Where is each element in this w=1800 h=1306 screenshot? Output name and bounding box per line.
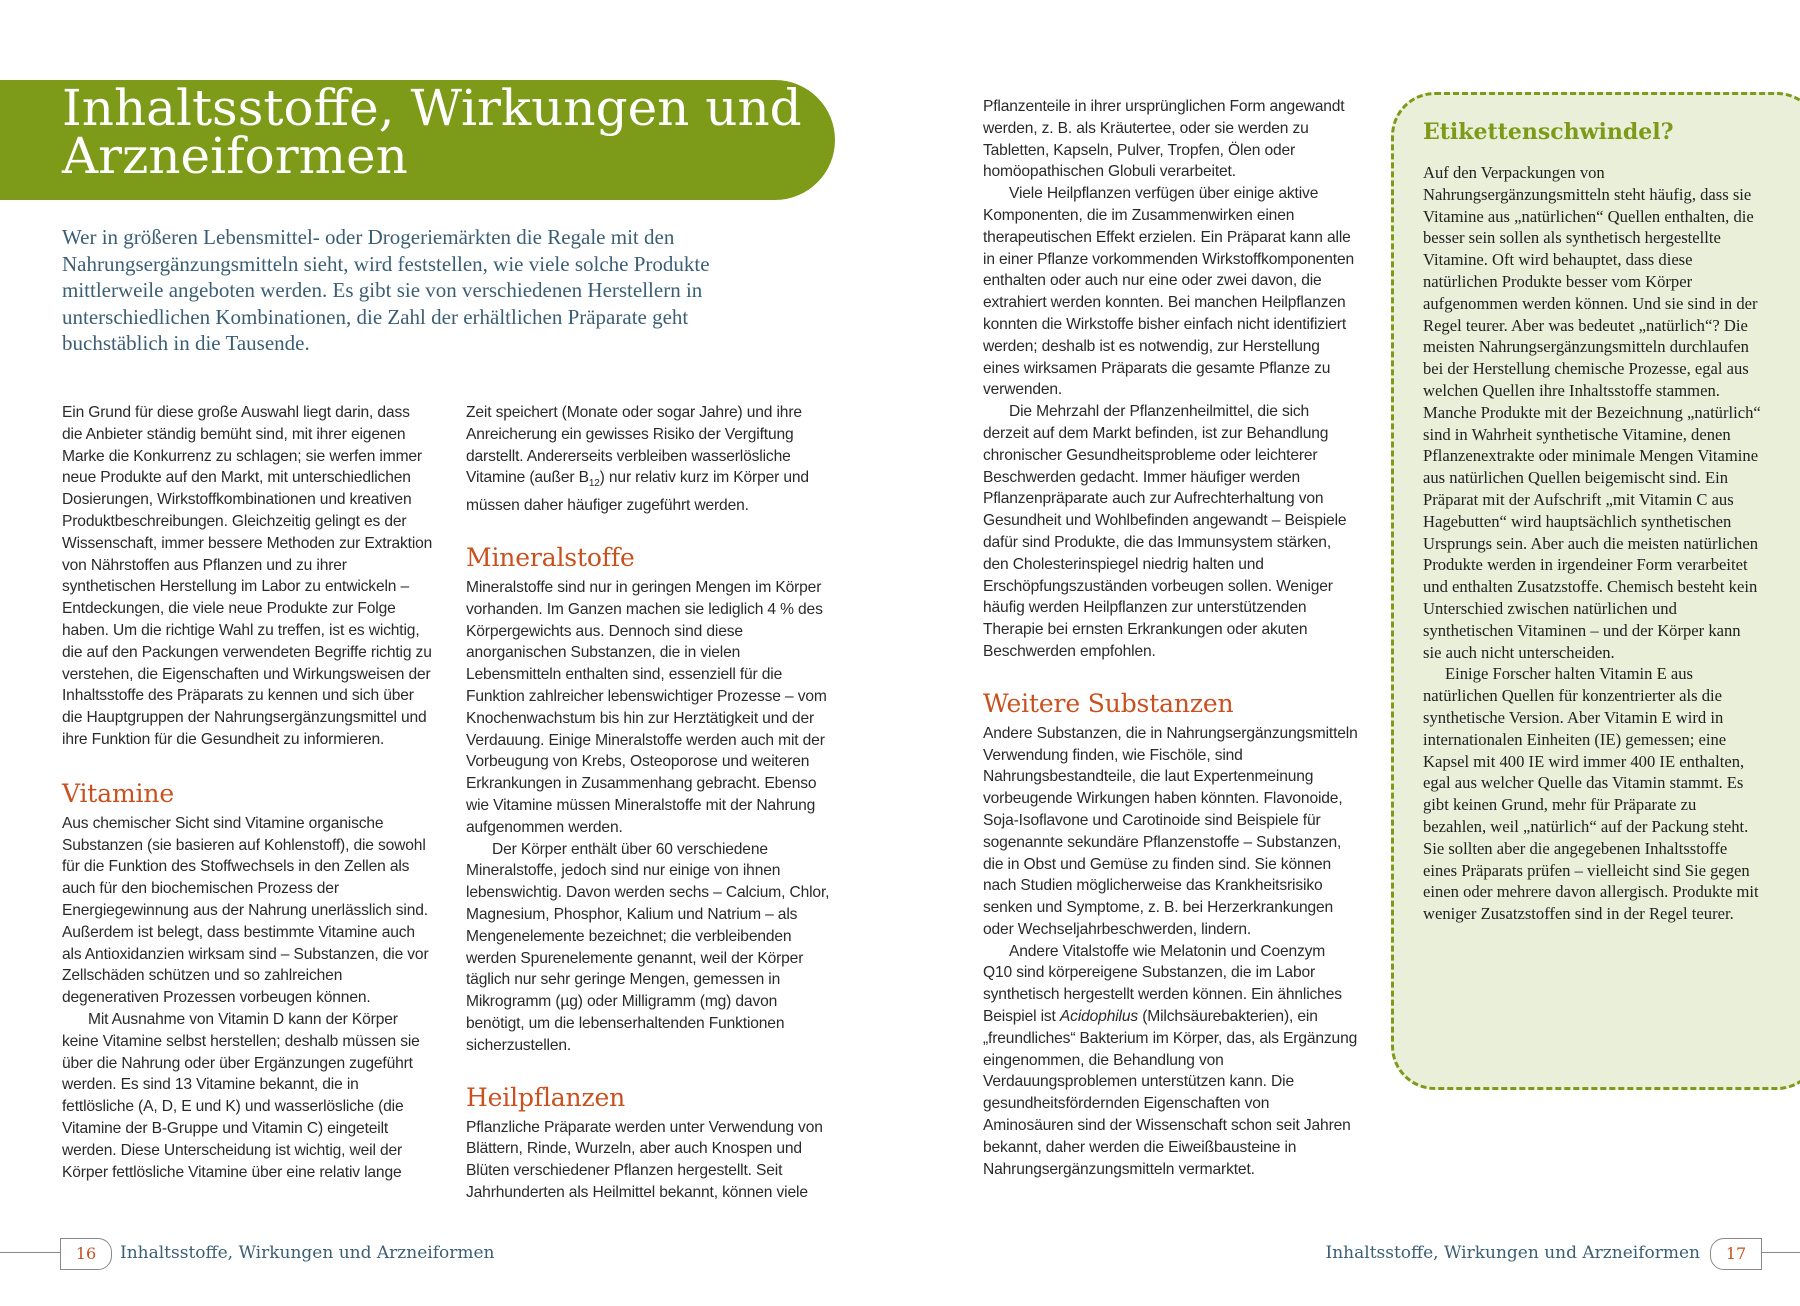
paragraph: Der Körper enthält über 60 verschiedene Mineralstoffe, jedoch sind nur einige von ihnen lebenswichtig. Davon werden sechs – Calcium, Chlor, Magnesium, Phosphor, Kalium und Natrium – als Mengenelemente bezeichnet; die verbleibenden werden Spurenelemente genannt, weil der Körper täglich nur sehr geringe Mengen, gemessen in Mikrogramm (µg) oder Milligramm (mg) davon benötigt, um die lebenserhaltenden Funktionen sicherzustellen. [466,840,830,1054]
section-heading-vitamine: Vitamine [62,778,174,808]
chapter-title: Inhaltsstoffe, Wirkungen und Arzneiformen [62,79,802,185]
info-box-text [1423,162,1763,925]
paragraph: Ein Grund für diese große Auswahl liegt darin, dass die Anbieter ständig bemüht sind, mit ihrer eigenen Marke die Konkurrenz zu schlagen; sie werfen immer neue Produkte auf den Markt, mit unterschiedlichen Dosierungen, Wirkstoffkombinationen und kreativen Produktbeschreibungen. Gleichzeitig gelingt es der Wissenschaft, immer bessere Methoden zur Extraktion von Nährstoffen aus Pflanzen und zu ihrer synthetischen Herstellung im Labor zu entwickeln – Entdeckungen, die viele neue Produkte zur Folge haben. Um die richtige Wahl zu treffen, ist es wichtig, die auf den Packungen verwendeten Begriffe richtig zu verstehen, die Eigenschaften und Wirkungsweisen der Inhaltsstoffe des Präparats zu kennen und sich über die Hauptgruppen der Nahrungsergänzungsmittel und ihre Funktion für die Gesundheit zu informieren. [62,404,433,748]
page-number-left: 16 [60,1238,112,1270]
text-column-2 [466,402,838,1204]
section-heading-heilpflanzen: Heilpflanzen [466,1082,626,1112]
paragraph: Die Mehrzahl der Pflanzenheilmittel, die sich derzeit auf dem Markt befinden, ist zur Behandlung chronischer Gesundheitsprobleme oder leichterer Beschwerden gedacht. Immer häufiger werden Pflanzenpräparate auch zur Aufrechterhaltung von Gesundheit und Wohlbefinden angewandt – Beispiele dafür sind Produkte, die das Immunsystem stärken, den Cholesterinspiegel niedrig halten und Erschöpfungszuständen vorbeugen sollen. Weniger häufig werden Heilpflanzen zur unterstützenden Therapie bei ernsten Erkrankungen oder akuten Beschwerden empfohlen. [983,403,1347,660]
paragraph: Einige Forscher halten Vitamin E aus natürlichen Quellen für konzentrierter als die synthetische Version. Aber Vitamin E wird in internationalen Einheiten (IE) gemessen; eine Kapsel mit 400 IE wird immer 400 IE enthalten, egal aus welcher Quelle das Vitamin stammt. Es gibt keinen Grund, mehr für Präparate zu bezahlen, weil „natürlich“ auf der Packung steht. Sie sollten aber die angegebenen Inhaltsstoffe eines Präparats prüfen – vielleicht sind Sie gegen einen oder mehrere davon allergisch. Produkte mit weniger Zusatzstoffen sind in der Regel teurer. [1423,664,1759,924]
section-heading-mineralstoffe: Mineralstoffe [466,543,635,573]
text-column-1 [62,402,434,1183]
text-run: (Milchsäurebakterien), ein „freundliches“ Bakterium im Körper, das, als Ergänzung eingenommen, die Behandlung von Verdauungsproblemen unterstützen kann. Die gesundheitsfördernden Eigenschaften von Aminosäuren sind der Wissenschaft schon seit Jahren bekannt, daher werden die Eiweißbausteine in Nahrungsergänzungsmitteln vermarktet. [983,1008,1358,1178]
paragraph: Viele Heilpflanzen verfügen über einige aktive Komponenten, die im Zusammenwirken einen therapeutischen Effekt erzielen. Ein Präparat kann alle in einer Pflanze vorkommenden Wirkstoffkomponenten enthalten oder auch nur eine oder zwei davon, die extrahiert werden konnten. Bei manchen Heilpflanzen konnten die Wirkstoffe bisher einfach nicht identifiziert werden; deshalb ist es notwendig, zur Herstellung eines wirksamen Präparats die gesamte Pflanze zu verwenden. [983,185,1354,399]
text-run: Zeit speichert (Monate oder sogar Jahre) und ihre Anreicherung ein gewisses Risiko der Vergiftung darstellt. Andererseits verbleiben wasserlösliche Vitamine (außer B [466,404,802,487]
paragraph: Andere Substanzen, die in Nahrungsergänzungsmitteln Verwendung finden, wie Fischöle, sind Nahrungsbestandteile, die laut Expertenmeinung vorbeugende Wirkungen haben könnten. Flavonoide, Soja-Isoflavone und Carotinoide sind Beispiele für sogenannte sekundäre Pflanzenstoffe – Substanzen, die in Obst und Gemüse zu finden sind. Sie können nach Studien möglicherweise das Krankheitsrisiko senken und Symptome, z. B. bei Herzerkrankungen oder Wechseljahrbeschwerden, lindern. [983,724,1358,938]
paragraph: Auf den Verpackungen von Nahrungsergänzungsmitteln steht häufig, dass sie Vitamine aus „natürlichen“ Quellen enthalten, die besser sein sollen als synthetisch hergestellte Vitamine. Oft wird behauptet, dass diese natürlichen Produkte besser vom Körper aufgenommen werden können. Und sie sind in der Regel teurer. Aber was bedeutet „natürlich“? Die meisten Nahrungsergänzungsmitteln durchlaufen bei der Herstellung chemische Prozesse, egal aus welchen Quellen ihre Inhaltsstoffe stammen. Manche Produkte mit der Bezeichnung „natürlich“ sind in Wahrheit synthetische Vitamine, denen Pflanzenextrakte oder minimale Mengen Vitamine aus natürlichen Quellen beigemischt sind. Ein Präparat mit der Aufschrift „mit Vitamin C aus Hagebutten“ wird hauptsächlich synthetischen Ursprungs sein. Aber auch die meisten natürlichen Produkte werden in irgendeiner Form verarbeitet und enthalten Zusatzstoffe. Chemisch besteht kein Unterschied zwischen natürlichen und synthetischen Vitaminen – und der Körper kann sie auch nicht unterscheiden. [1423,163,1761,662]
text-column-3 [983,96,1358,1180]
paragraph: Mineralstoffe sind nur in geringen Mengen im Körper vorhanden. Im Ganzen machen sie lediglich 4 % des Körpergewichts aus. Dennoch sind diese anorganischen Substanzen, die in vielen Lebensmitteln enthalten sind, essenziell für die Funktion zahlreicher lebenswichtiger Prozesse – vom Knochenwachstum bis hin zur Herztätigkeit und der Verdauung. Einige Mineralstoffe werden auch mit der Vorbeugung von Krebs, Osteoporose und weiteren Erkrankungen in Zusammenhang gebracht. Ebenso wie Vitamine müssen Mineralstoffe mit der Nahrung aufgenommen werden. [466,579,827,836]
paragraph: Pflanzenteile in ihrer ursprünglichen Form angewandt werden, z. B. als Kräutertee, oder sie werden zu Tabletten, Kapseln, Pulver, Tropfen, Ölen oder homöopathischen Globuli verarbeitet. [983,98,1345,181]
running-head-right: Inhaltsstoffe, Wirkungen und Arzneiformen [1325,1243,1700,1263]
text-run: ) nur relativ kurz im Körper und müssen daher häufiger zugeführt werden. [466,469,809,515]
paragraph [466,402,838,517]
text-run: Andere Vitalstoffe wie Melatonin und Coenzym Q10 sind körpereigene Substanzen, die im Labor synthetisch hergestellt werden können. Ein ähnliches Beispiel ist [983,942,1342,1026]
intro-paragraph: Wer in größeren Lebensmittel- oder Drogeriemärkten die Regale mit den Nahrungsergänzungsmitteln sieht, wird feststellen, wie viele solche Produkte mittlerweile angeboten werden. Es gibt sie von verschiedenen Herstellern in unterschiedlichen Kombinationen, die Zahl der erhältlichen Präparate geht buchstäblich in die Tausende. [62,225,710,355]
running-head-left: Inhaltsstoffe, Wirkungen und Arzneiformen [120,1243,495,1263]
paragraph: Aus chemischer Sicht sind Vitamine organische Substanzen (sie basieren auf Kohlenstoff), die sowohl für die Funktion des Stoffwechsels in den Zellen als auch für den biochemischen Prozess der Energiegewinnung aus der Nahrung unerlässlich sind. Außerdem ist belegt, dass bestimmte Vitamine auch als Antioxidanzien wirksam sind – Substanzen, die vor Zellschäden schützen und so zahlreichen degenerativen Prozessen vorbeugen können. [62,814,429,1007]
subscript: 12 [588,478,600,490]
section-heading-weitere-substanzen: Weitere Substanzen [983,688,1234,718]
info-box-title: Etikettenschwindel? [1423,119,1674,145]
italic-term: Acidophilus [1059,1008,1139,1026]
page-number-right: 17 [1710,1238,1762,1270]
paragraph: Mit Ausnahme von Vitamin D kann der Körper keine Vitamine selbst herstellen; deshalb müssen sie über die Nahrung oder über Ergänzungen zugeführt werden. Es sind 13 Vitamine bekannt, die in fettlösliche (A, D, E und K) und wasserlösliche (die Vitamine der B-Gruppe und Vitamin C) eingeteilt werden. Diese Unterscheidung ist wichtig, weil der Körper fettlösliche Vitamine über eine relativ lange [62,1010,420,1181]
paragraph: Pflanzliche Präparate werden unter Verwendung von Blättern, Rinde, Wurzeln, aber auch Knospen und Blüten verschiedener Pflanzen hergestellt. Seit Jahrhunderten als Heilmittel bekannt, können viele [466,1118,823,1202]
paragraph [983,941,1358,1181]
